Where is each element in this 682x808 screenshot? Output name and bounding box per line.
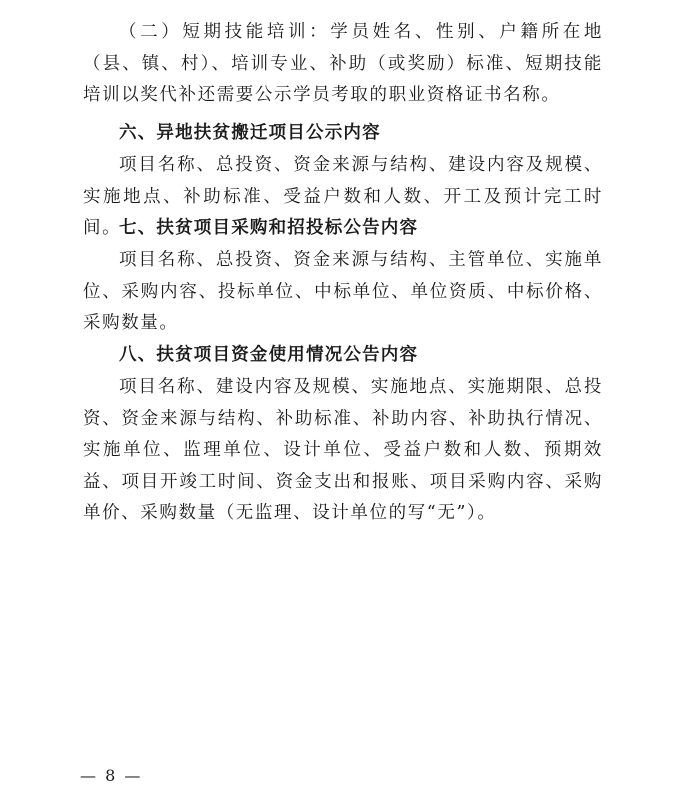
section-7-heading: 七、扶贫项目采购和招投标公告内容 [119, 218, 419, 238]
page-number: — 8 — [80, 766, 143, 785]
section-8-heading: 八、扶贫项目资金使用情况公告内容 [119, 345, 419, 365]
section-6-heading: 六、异地扶贫搬迁项目公示内容 [119, 123, 381, 143]
paragraph-short-term-training: （二）短期技能培训：学员姓名、性别、户籍所在地（县、镇、村）、培训专业、补助（或奖励）标准、短期技能培训以奖代补还需要公示学员考取的职业资格证书名称。 [83, 22, 603, 105]
section-7-body: 项目名称、总投资、资金来源与结构、主管单位、实施单位、采购内容、投标单位、中标单位、单位资质、中标价格、采购数量。 [83, 250, 603, 333]
section-6-body: 项目名称、总投资、资金来源与结构、建设内容及规模、实施地点、补助标准、受益户数和人数、开工及预计完工时间。 [83, 155, 603, 238]
section-8-body: 项目名称、建设内容及规模、实施地点、实施期限、总投资、资金来源与结构、补助标准、补助内容、补助执行情况、实施单位、监理单位、设计单位、受益户数和人数、预期效益、项目开竣工时间、资金支出和报账、项目采购内容、采购单价、采购数量（无监理、设计单位的写“无”）。 [83, 377, 603, 523]
